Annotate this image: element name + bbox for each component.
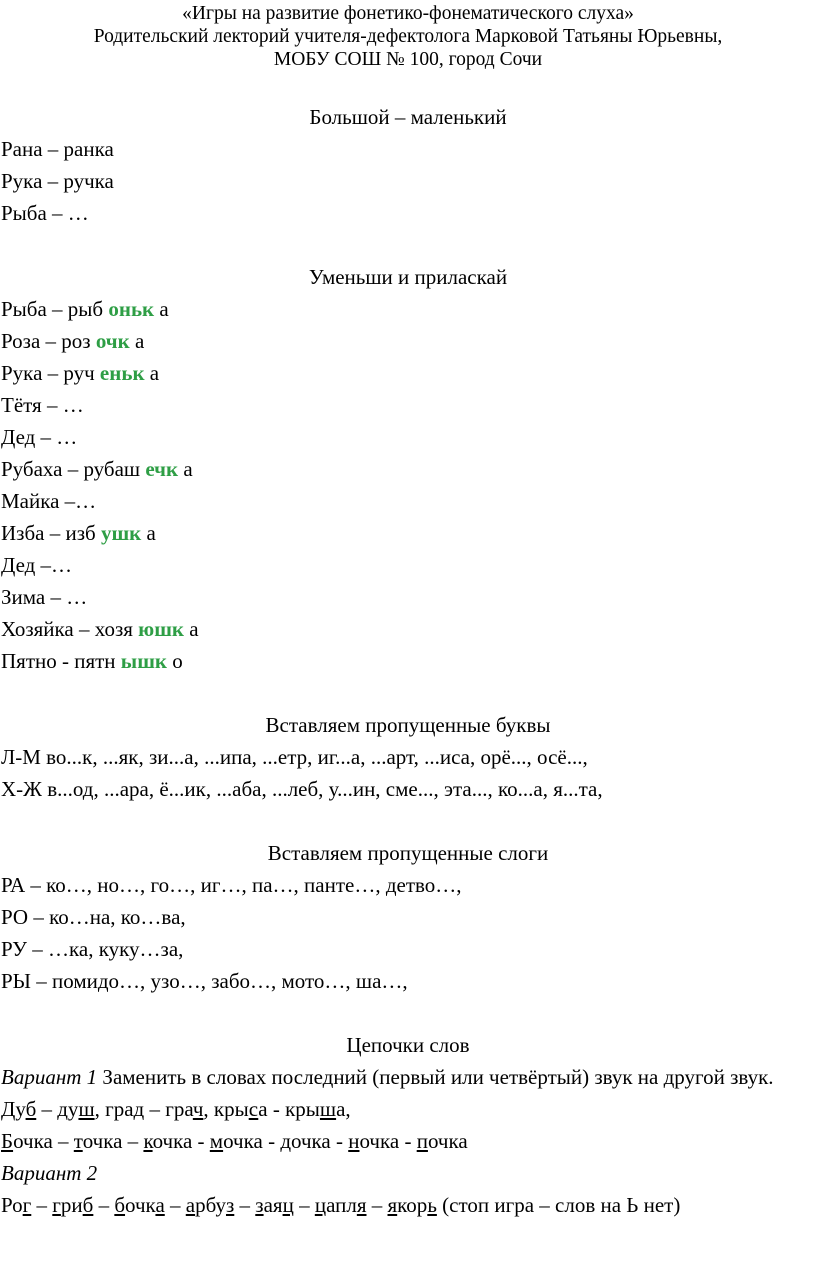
section-heading-chains: Цепочки слов	[346, 1033, 470, 1057]
word-base: Рука – руч	[1, 361, 100, 385]
word-base: Рыба – рыб	[1, 297, 109, 321]
list-item	[0, 389, 816, 421]
chain-text: апл	[326, 1193, 357, 1217]
section-heading-syllables: Вставляем пропущенные слоги	[267, 841, 549, 865]
underlined-letter: ш	[319, 1097, 337, 1121]
chain-text: , кры	[203, 1097, 249, 1121]
word-ending: а	[144, 361, 160, 385]
variant1-paragraph	[0, 1061, 816, 1093]
chain-text: а - кры	[258, 1097, 320, 1121]
word-base: Тётя – …	[1, 393, 84, 417]
underlined-letter: ч	[192, 1097, 204, 1121]
list-item	[0, 549, 816, 581]
underlined-letter: ц	[314, 1193, 327, 1217]
chain-text: (стоп игра – слов на Ь нет)	[436, 1193, 681, 1217]
section-heading-big-small: Большой – маленький	[309, 105, 507, 129]
chain-text: очка -	[291, 1129, 349, 1153]
list-item: РЫ – помидо…, узо…, забо…, мото…, ша…,	[1, 969, 408, 993]
list-item: РО – ко…на, ко…ва,	[1, 905, 186, 929]
chain-text: очка –	[13, 1129, 74, 1153]
chain-text: а,	[336, 1097, 351, 1121]
chain-line-1	[0, 1093, 816, 1125]
chain-text: –	[164, 1193, 186, 1217]
underlined-letter: п	[416, 1129, 428, 1153]
chain-text: , гра	[94, 1097, 134, 1121]
word-ending: а	[129, 329, 145, 353]
word-base: Роза – роз	[1, 329, 96, 353]
chain-text: очка –	[82, 1129, 144, 1153]
list-item	[0, 613, 816, 645]
variant2-label: Вариант 2	[1, 1161, 98, 1185]
suffix-highlight: очк	[95, 329, 130, 353]
chain-text: – ду	[36, 1097, 79, 1121]
list-item: Рыба – …	[1, 201, 89, 225]
chain-text: ри	[60, 1193, 83, 1217]
chain-text: –	[293, 1193, 315, 1217]
underlined-letter: Б	[1, 1129, 14, 1153]
list-item	[0, 581, 816, 613]
word-ending: а	[184, 617, 199, 641]
underlined-letter: б	[25, 1097, 37, 1121]
document-title: «Игры на развитие фонетико-фонематического слуха»	[182, 3, 634, 24]
chain-text: очка -	[152, 1129, 210, 1153]
underlined-letter: з	[255, 1193, 264, 1217]
document-subtitle-author: Родительский лекторий учителя-дефектолога Марковой Татьяны Юрьевны,	[93, 26, 723, 47]
variant1-text: Заменить в словах последний (первый или четвёртый) звук на другой звук.	[97, 1065, 774, 1089]
list-item	[0, 453, 816, 485]
section-heading-letters: Вставляем пропущенные буквы	[265, 713, 551, 737]
list-item	[0, 485, 816, 517]
list-item: Х-Ж в...од, ...ара, ё...ик, ...аба, ...леб, у...ин, сме..., эта..., ко...а, я...та,	[1, 777, 603, 801]
list-item: РА – ко…, но…, го…, иг…, па…, панте…, детво…,	[1, 873, 462, 897]
chain-text: Ро	[1, 1193, 23, 1217]
underlined-letter: т	[73, 1129, 83, 1153]
chain-line-3	[0, 1189, 816, 1221]
underlined-letter: а	[185, 1193, 196, 1217]
word-base: Пятно - пятн	[1, 649, 121, 673]
underlined-letter: а	[155, 1193, 165, 1217]
list-item: Рука – ручка	[1, 169, 114, 193]
chain-text: Ду	[1, 1097, 26, 1121]
underlined-letter: г	[52, 1193, 61, 1217]
underlined-letter: д	[280, 1129, 291, 1153]
underlined-letter: м	[209, 1129, 224, 1153]
suffix-highlight: ечк	[145, 457, 179, 481]
chain-text: –	[234, 1193, 256, 1217]
word-ending: а	[178, 457, 193, 481]
word-base: Дед –…	[1, 553, 73, 577]
chain-text: очка -	[359, 1129, 417, 1153]
underlined-letter: к	[143, 1129, 153, 1153]
underlined-letter: д	[133, 1097, 145, 1121]
list-item	[0, 421, 816, 453]
chain-text: рбу	[195, 1193, 226, 1217]
underlined-letter: ш	[78, 1097, 95, 1121]
diminutive-list	[0, 293, 816, 677]
underlined-letter: с	[248, 1097, 259, 1121]
chain-text: очк	[125, 1193, 156, 1217]
word-base: Рубаха – рубаш	[1, 457, 146, 481]
suffix-highlight: еньк	[99, 361, 145, 385]
underlined-letter: ц	[282, 1193, 294, 1217]
word-base: Дед – …	[1, 425, 78, 449]
underlined-letter: н	[348, 1129, 360, 1153]
section-heading-diminutive: Уменьши и приласкай	[308, 265, 508, 289]
word-ending: а	[141, 521, 156, 545]
underlined-letter: б	[114, 1193, 126, 1217]
word-ending: а	[154, 297, 169, 321]
underlined-letter: ь	[427, 1193, 437, 1217]
suffix-highlight: оньк	[108, 297, 155, 321]
chain-text: очка	[427, 1129, 468, 1153]
document-subtitle-school: МОБУ СОШ № 100, город Сочи	[273, 49, 543, 70]
underlined-letter: я	[356, 1193, 367, 1217]
word-base: Майка –…	[1, 489, 97, 513]
list-item: Рана – ранка	[1, 137, 114, 161]
underlined-letter: з	[225, 1193, 235, 1217]
underlined-letter: б	[82, 1193, 94, 1217]
list-item	[0, 325, 816, 357]
word-base: Зима – …	[1, 585, 88, 609]
underlined-letter: я	[387, 1193, 398, 1217]
list-item	[0, 645, 816, 677]
chain-text: – гра	[144, 1097, 193, 1121]
chain-text: –	[93, 1193, 115, 1217]
list-item: РУ – …ка, куку…за,	[1, 937, 184, 961]
suffix-highlight: ушк	[100, 521, 142, 545]
list-item	[0, 293, 816, 325]
list-item: Л-М во...к, ...як, зи...а, ...ипа, ...етр, иг...а, ...арт, ...иса, орё..., осё...,	[1, 745, 588, 769]
list-item	[0, 517, 816, 549]
word-base: Хозяйка – хозя	[1, 617, 139, 641]
underlined-letter: г	[22, 1193, 32, 1217]
chain-text: очка -	[223, 1129, 281, 1153]
chain-text: –	[31, 1193, 53, 1217]
chain-text: –	[366, 1193, 388, 1217]
chain-text: ая	[263, 1193, 283, 1217]
list-item	[0, 357, 816, 389]
variant1-label: Вариант 1	[1, 1065, 98, 1089]
chain-line-2	[0, 1125, 816, 1157]
suffix-highlight: ышк	[120, 649, 168, 673]
word-ending: о	[167, 649, 183, 673]
word-base: Изба – изб	[1, 521, 101, 545]
chain-text: кор	[397, 1193, 428, 1217]
suffix-highlight: юшк	[138, 617, 185, 641]
